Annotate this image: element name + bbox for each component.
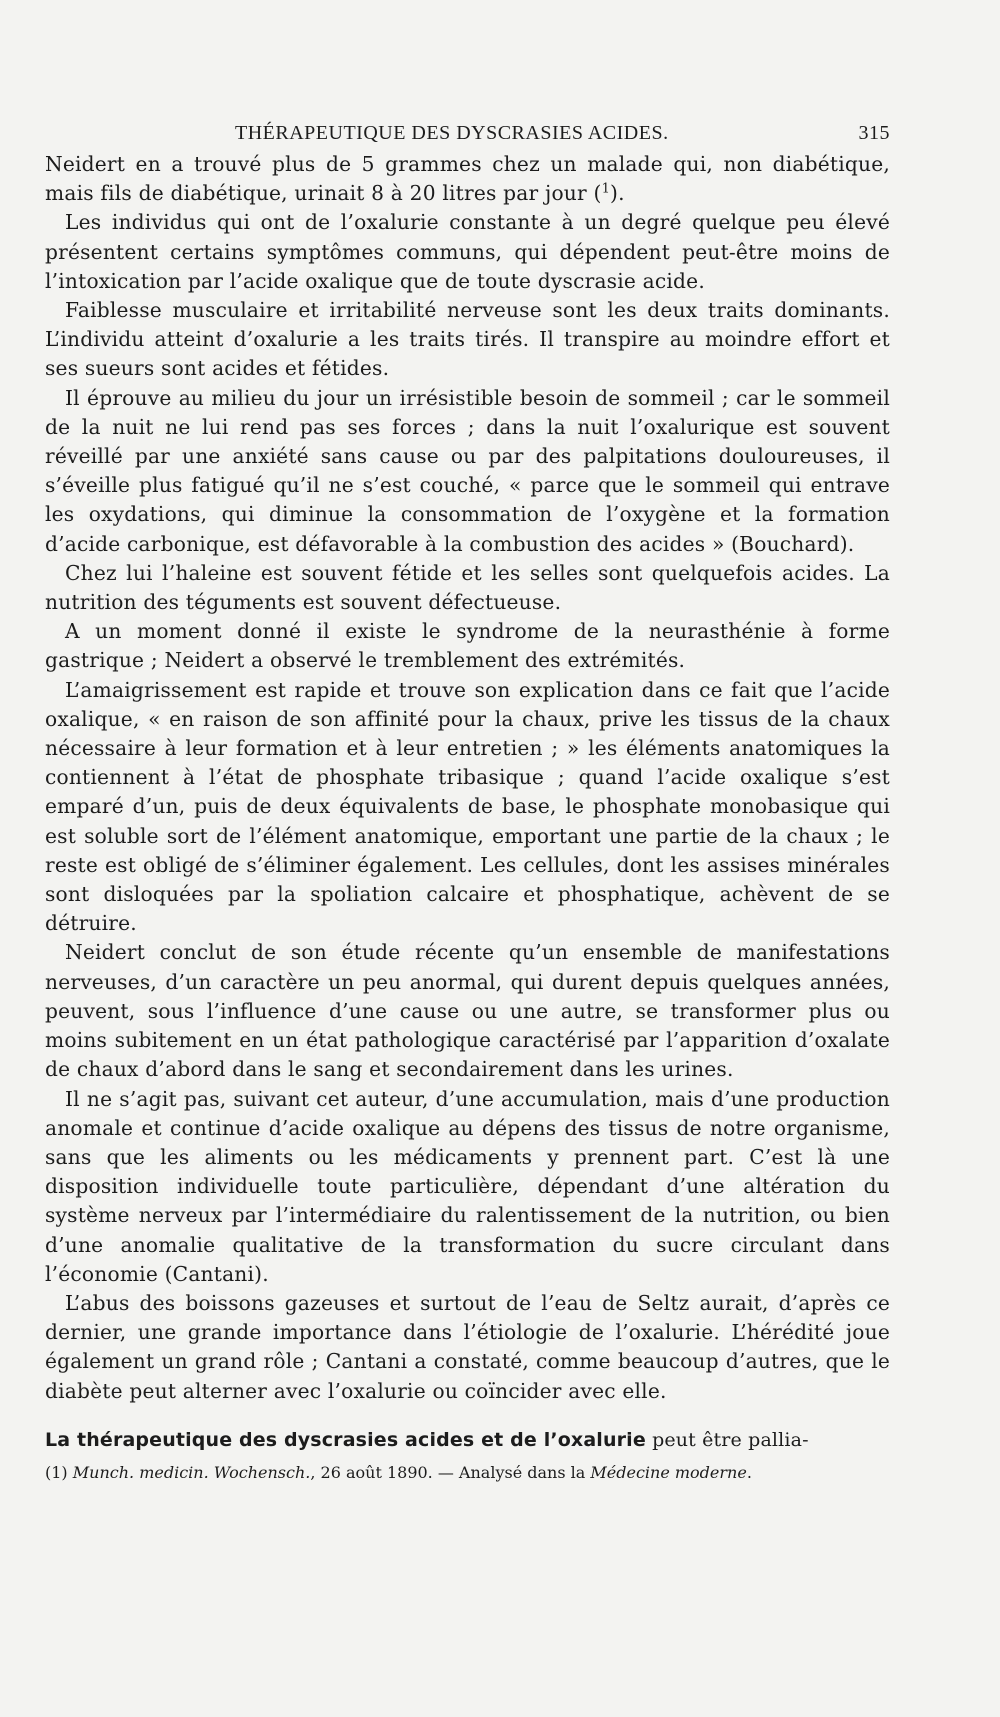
paragraph-1 [45,150,890,208]
footnote-date: , 26 août 1890. — Analysé dans la [310,1462,591,1482]
footnote-mark: (1) [45,1462,68,1482]
section-subhead [45,1426,890,1454]
paragraph-5: Chez lui l’haleine est souvent fétide et les selles sont quelquefois acides. La nutrition des téguments est souvent défectueuse. [45,560,890,615]
paragraph-6: A un moment donné il existe le syndrome de la neurasthénie à forme gastrique ; Neidert a observé le tremblement des extrémités. [45,619,890,673]
running-title: THÉRAPEUTIQUE DES DYSCRASIES ACIDES. [235,122,669,144]
page-number: 315 [858,122,890,144]
book-page [45,118,890,1484]
paragraph-10: L’abus des boissons gazeuses et surtout de l’eau de Seltz aurait, d’après ce dernier, une grande importance dans l’étiologie de l’oxalurie. L’hérédité joue également un grand rôle ; Cantani a constaté, comme beaucoup d’autres, que le diabète peut alterner avec l’oxalurie ou coïncider avec elle. [45,1290,890,1403]
footnote-reference: 1 [601,181,611,197]
footnote-journal: Munch. medicin. Wochensch. [72,1462,311,1482]
paragraph-8: Neidert conclut de son étude récente qu’un ensemble de manifestations nerveuses, d’un caractère un peu anormal, qui durent depuis quelques années, peuvent, sous l’influence d’une cause ou une autre, se transformer plus ou moins subitement en un état pathologique caractérisé par l’apparition d’oxalate de chaux d’abord dans le sang et secondairement dans les urines. [45,940,890,1082]
paragraph-1-tail: ). [610,181,625,206]
paragraph-7: L’amaigrissement est rapide et trouve son explication dans ce fait que l’acide oxalique, « en raison de son affinité pour la chaux, prive les tissus de la chaux nécessaire à leur formation et à leur entretien ; » les éléments anatomiques la contiennent à l’état de phosphate tribasique ; quand l’acide oxalique s’est emparé d’un, puis de deux équivalents de base, le phosphate monobasique qui est soluble sort de l’élément anatomique, emportant une partie de la chaux ; le reste est obligé de s’éliminer également. Les cellules, dont les assises minérales sont disloquées par la spoliation calcaire et phosphatique, achèvent de se détruire. [45,677,890,936]
paragraph-9: Il ne s’agit pas, suivant cet auteur, d’une accumulation, mais d’une production anomale et continue d’acide oxalique au dépens des tissus de notre organisme, sans que les aliments ou les médicaments y prennent part. C’est là une disposition individuelle toute particulière, dépendant d’une altération du système nerveux par l’intermédiaire du ralentissement de la nutrition, ou bien d’une anomalie qualitative de la transformation du sucre circulant dans l’économie (Cantani). [45,1086,890,1286]
subhead-continuation: peut être pallia- [645,1428,809,1451]
footnote-source: Médecine moderne [590,1462,747,1482]
body-text [45,150,890,1406]
paragraph-4: Il éprouve au milieu du jour un irrésistible besoin de sommeil ; car le sommeil de la nuit ne lui rend pas ses forces ; dans la nuit l’oxalurique est souvent réveillé par une anxiété sans cause ou par des palpitations douloureuses, il s’éveille plus fatigué qu’il ne s’est couché, « parce que le sommeil qui entrave les oxydations, qui diminue la consommation de l’oxygène et la formation d’acide carbonique, est défavorable à la combustion des acides » (Bouchard). [45,385,890,556]
footnote-end: . [746,1462,752,1482]
subhead-bold: La thérapeutique des dyscrasies acides et de l’oxalurie [45,1428,646,1451]
paragraph-3: Faiblesse musculaire et irritabilité nerveuse sont les deux traits dominants. L’individu atteint d’oxalurie a les traits tirés. Il transpire au moindre effort et ses sueurs sont acides et fétides. [45,298,890,381]
running-head [45,118,890,150]
footnote [45,1462,890,1484]
paragraph-1-text: Neidert en a trouvé plus de 5 grammes chez un malade qui, non diabétique, mais fils de diabétique, urinait 8 à 20 litres par jour ( [45,152,890,206]
paragraph-2: Les individus qui ont de l’oxalurie constante à un degré quelque peu élevé présentent certains symptômes communs, qui dépendent peut-être moins de l’intoxication par l’acide oxalique que de toute dyscrasie acide. [45,210,890,293]
